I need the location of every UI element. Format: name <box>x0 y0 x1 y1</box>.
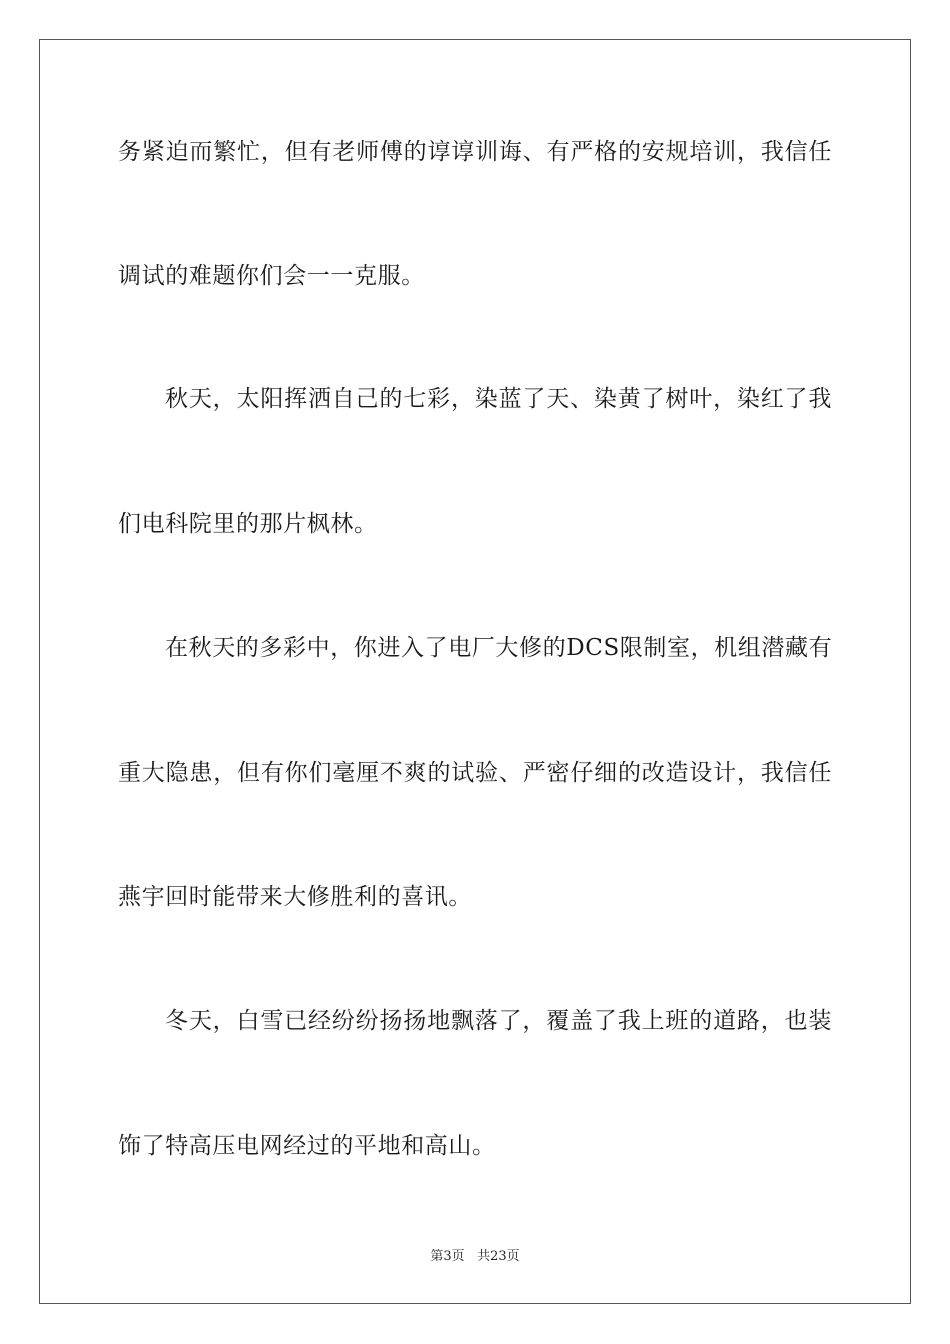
paragraph-line: 秋天，太阳挥洒自己的七彩，染蓝了天、染黄了树叶，染红了我 <box>165 386 832 412</box>
page-number: 第3页 <box>430 1249 465 1264</box>
paragraph-line: 务紧迫而繁忙，但有老师傅的谆谆训诲、有严格的安规培训，我信任 <box>118 139 832 165</box>
paragraph-line: 调试的难题你们会一一克服。 <box>118 263 425 289</box>
page-footer <box>0 1248 950 1266</box>
paragraph-line: 在秋天的多彩中，你进入了电厂大修的DCS限制室，机组潜藏有 <box>165 635 833 661</box>
paragraph-line: 饰了特高压电网经过的平地和高山。 <box>118 1133 496 1159</box>
page-total: 共23页 <box>477 1249 520 1264</box>
paragraph-line: 重大隐患，但有你们毫厘不爽的试验、严密仔细的改造设计，我信任 <box>118 760 832 786</box>
paragraph-line: 燕宇回时能带来大修胜利的喜讯。 <box>118 884 472 910</box>
paragraph-line: 冬天，白雪已经纷纷扬扬地飘落了，覆盖了我上班的道路，也装 <box>165 1008 832 1034</box>
paragraph-line: 们电科院里的那片枫林。 <box>118 511 378 537</box>
page-border <box>39 39 911 1304</box>
